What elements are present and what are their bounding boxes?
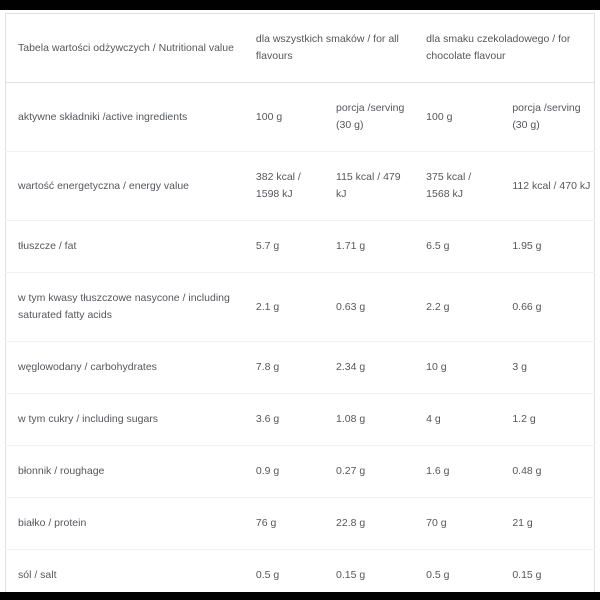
value-choc-per100: 2.2 g	[414, 273, 500, 342]
serving-label: porcja /serving	[512, 102, 581, 114]
table-row-carbohydrates	[6, 342, 595, 394]
table-row-protein	[6, 498, 595, 550]
value-choc-per100: 0.5 g	[414, 550, 500, 600]
table-header	[6, 14, 595, 83]
serving-size: (30 g)	[336, 119, 364, 131]
row-label: aktywne składniki /active ingredients	[6, 83, 244, 152]
row-label: wartość energetyczna / energy value	[6, 152, 244, 221]
header-all-flavours: dla wszystkich smaków / for all flavours	[244, 14, 414, 83]
table-row-saturated-fat	[6, 273, 595, 342]
value-all-per100: 3.6 g	[244, 394, 324, 446]
table-body	[6, 83, 595, 600]
value-all-per100: 100 g	[244, 83, 324, 152]
value-choc-per100: 10 g	[414, 342, 500, 394]
value-choc-serving	[500, 83, 594, 152]
value-all-serving: 1.71 g	[324, 221, 414, 273]
table-row-roughage	[6, 446, 595, 498]
value-choc-serving: 0.15 g	[500, 550, 594, 600]
serving-label: porcja /serving	[336, 102, 405, 114]
value-choc-per100: 1.6 g	[414, 446, 500, 498]
value-choc-serving: 0.48 g	[500, 446, 594, 498]
value-choc-serving: 1.95 g	[500, 221, 594, 273]
value-all-per100: 0.9 g	[244, 446, 324, 498]
row-label: w tym kwasy tłuszczowe nasycone / including saturated fatty acids	[6, 273, 244, 342]
value-choc-per100: 6.5 g	[414, 221, 500, 273]
nutrition-table	[5, 13, 595, 600]
row-label: błonnik / roughage	[6, 446, 244, 498]
value-all-serving: 22.8 g	[324, 498, 414, 550]
value-all-serving: 115 kcal / 479 kJ	[324, 152, 414, 221]
row-label: tłuszcze / fat	[6, 221, 244, 273]
table-row-fat	[6, 221, 595, 273]
value-choc-serving: 21 g	[500, 498, 594, 550]
value-choc-per100: 70 g	[414, 498, 500, 550]
row-label: sól / salt	[6, 550, 244, 600]
value-choc-serving: 3 g	[500, 342, 594, 394]
table-title: Tabela wartości odżywczych / Nutritional value	[6, 14, 244, 83]
value-all-serving: 2.34 g	[324, 342, 414, 394]
row-label: węglowodany / carbohydrates	[6, 342, 244, 394]
top-edge-bar	[0, 0, 600, 10]
value-all-serving: 0.63 g	[324, 273, 414, 342]
value-choc-serving: 1.2 g	[500, 394, 594, 446]
table-row-sugars	[6, 394, 595, 446]
value-all-per100: 0.5 g	[244, 550, 324, 600]
value-all-per100: 2.1 g	[244, 273, 324, 342]
value-choc-serving: 0.66 g	[500, 273, 594, 342]
header-row	[6, 14, 595, 83]
value-choc-per100: 375 kcal / 1568 kJ	[414, 152, 500, 221]
value-all-per100: 7.8 g	[244, 342, 324, 394]
row-label: w tym cukry / including sugars	[6, 394, 244, 446]
header-chocolate-flavour: dla smaku czekoladowego / for chocolate flavour	[414, 14, 594, 83]
table-row-active-ingredients	[6, 83, 595, 152]
value-all-per100: 76 g	[244, 498, 324, 550]
serving-size: (30 g)	[512, 119, 540, 131]
bottom-edge-bar	[0, 592, 600, 600]
row-label: białko / protein	[6, 498, 244, 550]
value-all-serving: 0.27 g	[324, 446, 414, 498]
value-all-per100: 5.7 g	[244, 221, 324, 273]
value-choc-per100: 100 g	[414, 83, 500, 152]
table-row-energy	[6, 152, 595, 221]
value-all-per100: 382 kcal / 1598 kJ	[244, 152, 324, 221]
value-choc-per100: 4 g	[414, 394, 500, 446]
value-choc-serving: 112 kcal / 470 kJ	[500, 152, 594, 221]
value-all-serving: 0.15 g	[324, 550, 414, 600]
value-all-serving	[324, 83, 414, 152]
value-all-serving: 1.08 g	[324, 394, 414, 446]
